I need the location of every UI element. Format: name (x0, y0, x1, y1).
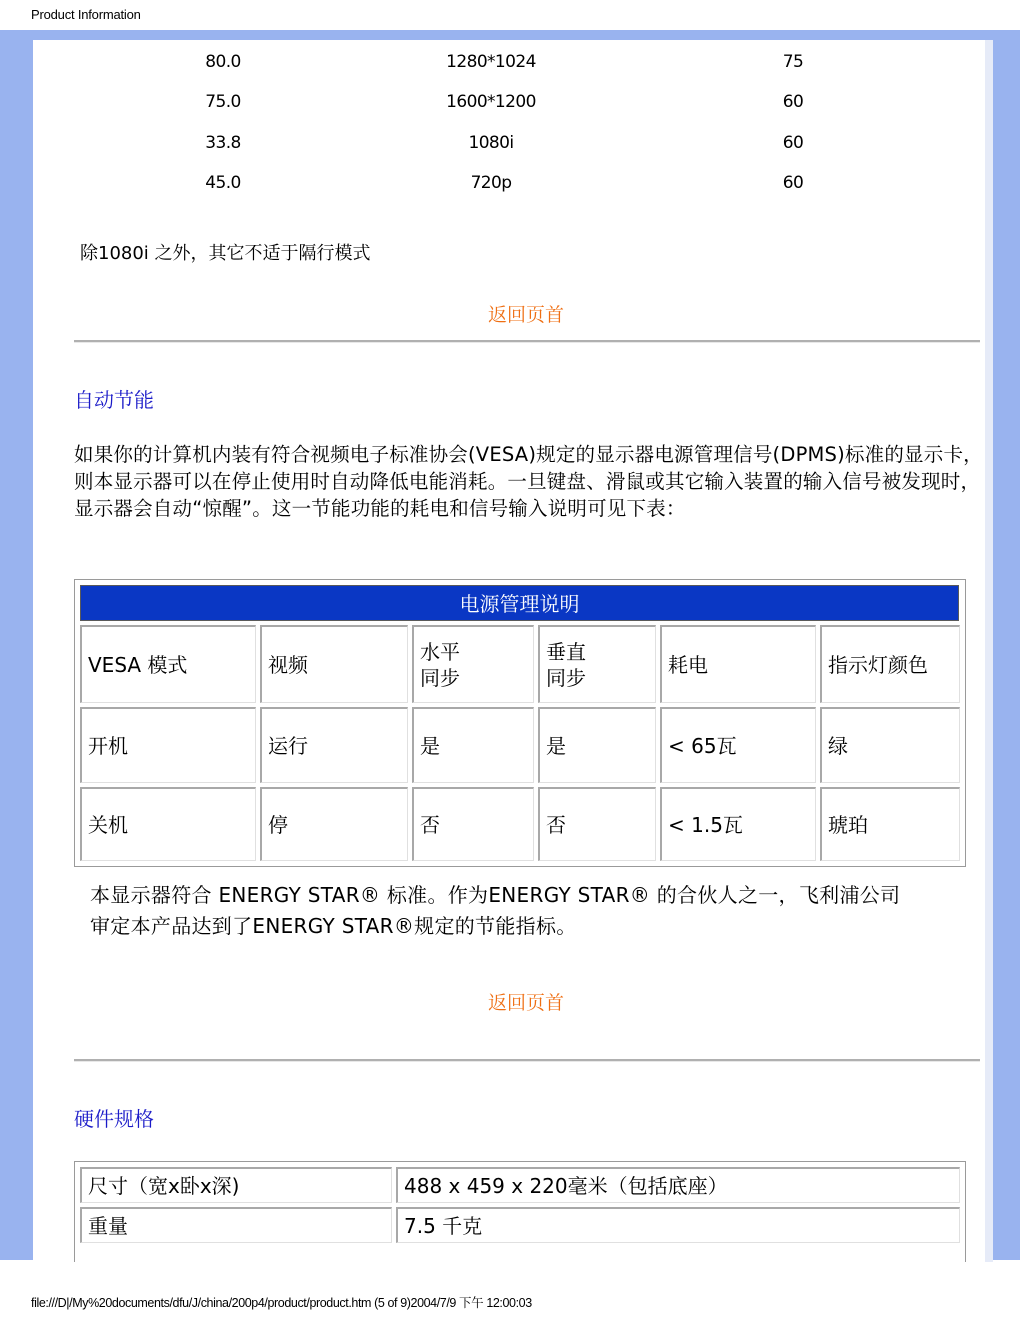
resolution-cell: 1080i (468, 133, 514, 153)
v-freq-cell: 60 (782, 92, 804, 112)
spec-value-cell (396, 1167, 960, 1203)
resolution-cell: 1600*1200 (446, 92, 536, 112)
h-freq-cell: 45.0 (205, 173, 241, 193)
header-cell (412, 625, 534, 703)
cell-text: 否 (546, 812, 566, 837)
header-cell (538, 625, 656, 703)
table-cell (820, 707, 960, 783)
v-freq-cell: 75 (782, 52, 804, 72)
hardware-spec-table (74, 1161, 966, 1262)
header-text: 水平 同步 (420, 639, 460, 690)
cell-text: 运行 (268, 733, 308, 758)
h-freq-cell: 75.0 (205, 92, 241, 112)
v-freq-cell: 60 (782, 173, 804, 193)
cell-text: 绿 (828, 733, 848, 758)
auto-power-title: 自动节能 (74, 388, 154, 412)
header-cell (660, 625, 816, 703)
header-cell (80, 625, 256, 703)
table-cell (412, 707, 534, 783)
timing-row (33, 133, 985, 157)
cell-text: 是 (546, 733, 566, 758)
cell-text: 关机 (88, 812, 128, 837)
header-text: 视频 (268, 652, 308, 677)
browser-footer (0, 1262, 1020, 1320)
cell-text: 是 (420, 733, 440, 758)
cell-text: 否 (420, 812, 440, 837)
timing-row (33, 52, 985, 76)
cell-text: 开机 (88, 733, 128, 758)
cell-text: < 65瓦 (668, 733, 737, 758)
table-cell (660, 707, 816, 783)
timing-row (33, 173, 985, 197)
table-cell (412, 787, 534, 861)
spec-label-cell (80, 1207, 392, 1243)
h-freq-cell: 33.8 (205, 133, 241, 153)
header-text: VESA 模式 (88, 652, 188, 677)
spec-value-cell (396, 1207, 960, 1243)
energy-star-line: 审定本产品达到了ENERGY STAR®规定的节能指标。 (90, 914, 577, 938)
power-table-title: 电源管理说明 (80, 585, 959, 621)
auto-power-paragraph: 如果你的计算机内装有符合视频电子标准协会(VESA)规定的显示器电源管理信号(DPMS)标准的显示卡，则本显示器可以在停止使用时自动降低电能消耗。一旦键盘、滑鼠或其它输入装置的输入信号被发现时，显示器会自动“惊醒”。这一节能功能的耗电和信号输入说明可见下表： (74, 443, 983, 520)
cell-text: < 1.5瓦 (668, 812, 743, 837)
divider (74, 340, 980, 343)
spec-value: 488 x 459 x 220毫米（包括底座） (404, 1173, 728, 1198)
cell-text: 琥珀 (828, 812, 868, 837)
file-path: file:///D|/My%20documents/dfu/J/china/200p4/product/product.htm (5 of 9)2004/7/9 下午 12:00:03 (31, 1296, 532, 1310)
header-cell (820, 625, 960, 703)
table-cell (538, 707, 656, 783)
back-to-top-link[interactable]: 返回页首 (487, 992, 564, 1014)
table-cell (660, 787, 816, 861)
resolution-cell: 720p (470, 173, 512, 193)
v-freq-cell: 60 (782, 133, 804, 153)
divider (74, 1059, 980, 1062)
power-management-table (74, 579, 966, 867)
spec-label-cell (80, 1167, 392, 1203)
interlace-note: 除1080i 之外，其它不适于隔行模式 (80, 243, 371, 264)
header-text: 垂直 同步 (546, 639, 586, 690)
table-cell (260, 707, 408, 783)
table-cell (820, 787, 960, 861)
energy-star-line: 本显示器符合 ENERGY STAR® 标准。作为ENERGY STAR® 的合伙人之一，飞利浦公司 (90, 883, 901, 907)
hardware-title: 硬件规格 (74, 1107, 154, 1131)
spec-value: 7.5 千克 (404, 1213, 483, 1238)
table-cell (538, 787, 656, 861)
table-cell (80, 787, 256, 861)
browser-header (0, 0, 1020, 30)
header-text: 耗电 (668, 652, 708, 677)
timing-row (33, 92, 985, 116)
resolution-cell: 1280*1024 (446, 52, 536, 72)
back-to-top-link[interactable]: 返回页首 (487, 304, 564, 326)
header-cell (260, 625, 408, 703)
table-cell (80, 707, 256, 783)
table-cell (260, 787, 408, 861)
h-freq-cell: 80.0 (205, 52, 241, 72)
cell-text: 停 (268, 812, 288, 837)
spec-label: 重量 (88, 1213, 128, 1238)
spec-label: 尺寸（宽x卧x深) (88, 1173, 240, 1198)
content-page (33, 40, 985, 1262)
header-text: 指示灯颜色 (828, 652, 928, 677)
scroll-gutter (985, 40, 993, 1262)
document-title: Product Information (31, 7, 141, 22)
energy-star-statement (90, 880, 970, 942)
